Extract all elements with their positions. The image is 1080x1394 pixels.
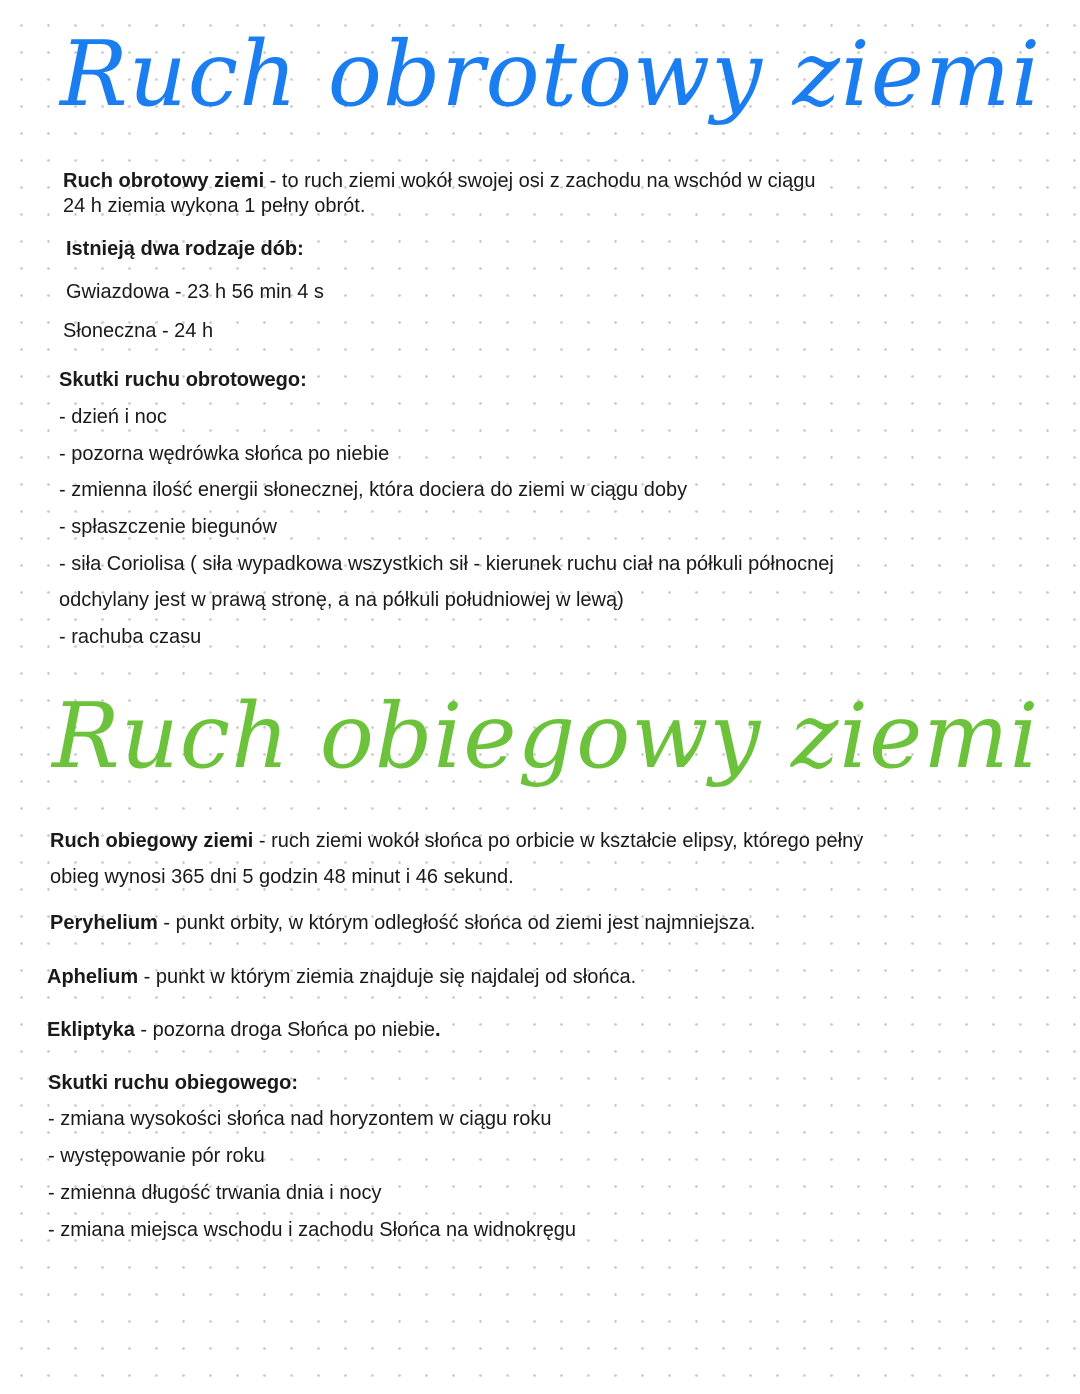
aphelion-definition [47, 965, 636, 989]
rotation-effect-item: - dzień i noc [59, 406, 167, 428]
revolution-definition-text: - ruch ziemi wokół słońca po orbicie w kształcie elipsy, którego pełny [253, 830, 864, 852]
revolution-effect-item: - zmiana miejsca wschodu i zachodu Słońca na widnokręgu [48, 1219, 577, 1241]
rotation-definition-line2: 24 h ziemia wykona 1 pełny obrót. [63, 195, 366, 217]
day-sidereal: Gwiazdowa - 23 h 56 min 4 s [66, 281, 324, 303]
rotation-effect-item: - siła Coriolisa ( siła wypadkowa wszystkich sił - kierunek ruchu ciał na półkuli północnej [59, 553, 834, 575]
rotation-effect-item: - zmienna ilość energii słonecznej, która dociera do ziemi w ciągu doby [59, 479, 688, 501]
rotation-effect-item: - pozorna wędrówka słońca po niebie [59, 443, 390, 465]
revolution-definition [50, 829, 863, 853]
perihelion-definition [50, 911, 755, 935]
revolution-effect-item: - zmiana wysokości słońca nad horyzontem w ciągu roku [48, 1108, 552, 1130]
ecliptic-term: Ekliptyka [47, 1019, 135, 1041]
perihelion-text: - punkt orbity, w którym odległość słońca od ziemi jest najmniejsza. [157, 912, 756, 934]
rotation-effect-item: odchylany jest w prawą stronę, a na półkuli południowej w lewą) [59, 589, 624, 611]
section-title-rotation: Ruch obrotowy ziemi [60, 22, 1042, 127]
day-solar: Słoneczna - 24 h [63, 320, 214, 342]
rotation-definition-text: - to ruch ziemi wokół swojej osi z zachodu na wschód w ciągu [264, 170, 816, 192]
rotation-definition-term: Ruch obrotowy ziemi [63, 170, 265, 192]
rotation-effect-item: - rachuba czasu [59, 626, 202, 648]
revolution-effects-heading: Skutki ruchu obiegowego: [48, 1072, 299, 1094]
section-title-revolution: Ruch obiegowy ziemi [52, 684, 1040, 789]
ecliptic-period: . [435, 1019, 441, 1041]
ecliptic-definition [47, 1018, 441, 1042]
rotation-effects-heading: Skutki ruchu obrotowego: [59, 369, 307, 391]
revolution-definition-term: Ruch obiegowy ziemi [50, 830, 254, 852]
ecliptic-text: - pozorna droga Słońca po niebie [134, 1019, 436, 1041]
revolution-effect-item: - występowanie pór roku [48, 1145, 265, 1167]
perihelion-term: Peryhelium [50, 912, 158, 934]
rotation-definition [63, 169, 815, 193]
aphelion-term: Aphelium [47, 966, 139, 988]
days-heading: Istnieją dwa rodzaje dób: [66, 238, 304, 260]
aphelion-text: - punkt w którym ziemia znajduje się najdalej od słońca. [138, 966, 637, 988]
revolution-effect-item: - zmienna długość trwania dnia i nocy [48, 1182, 382, 1204]
rotation-effect-item: - spłaszczenie biegunów [59, 516, 277, 538]
revolution-definition-line2: obieg wynosi 365 dni 5 godzin 48 minut i 46 sekund. [50, 866, 514, 888]
